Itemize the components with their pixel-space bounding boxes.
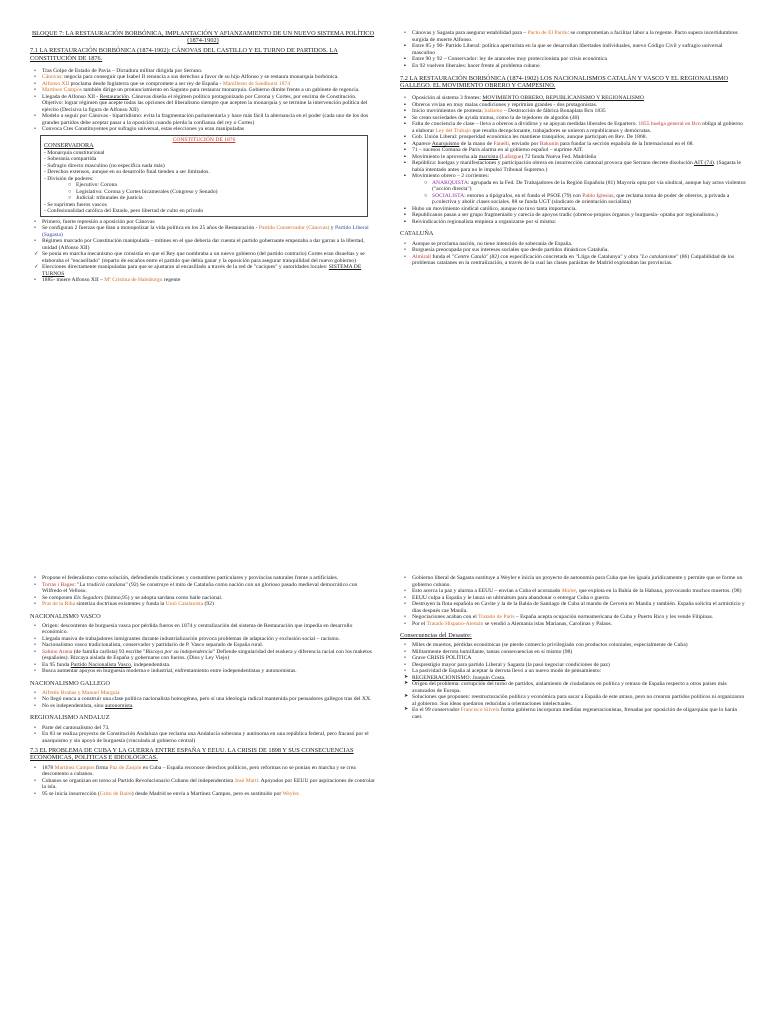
- list-item: • Desprestigio mayor para partido Liberal y Sagasta (la pasó negociar condiciones de paz): [412, 662, 746, 669]
- list-item: • Propone el federalismo como solución, defendiendo tradiciones y costumbres particulares y provincias naturales frente a artificiales.: [42, 575, 376, 582]
- list-item: ○ ANARQUISTA: agrupada en la Fed. De Trabajadores de la Región Española (81) Mayoría opta por via sindical, aunque hay actos violentos ("acción directa"): [432, 180, 746, 193]
- list-item: • Negociaciones acaban con el Tratado de París – España acepta ocupación norteamericana de Cuba y Puerto Rico y les vende Filipinas.: [412, 614, 746, 621]
- list-item: ▪ Inicio movimientos de protesta: ludismo – Destrucción de fábrica Bonaplata Bcn 1835: [412, 108, 746, 115]
- list-item: • La pasividad de España al aceptar la derrota llevó a un nuevo modo de pensamiento:: [412, 668, 746, 675]
- list-item: • En 83 se realiza proyecto de Constitución Andaluza que reclama una Andalucía soberana y autónoma en una república federal, pero fracasó por el anarquismo y sin apoyo de burguesía (vinculada al gobierno central): [42, 731, 376, 744]
- list-item: • Llegada de Alfonso XII - Restauración. Cánovas diseña el régimen político protagonizado por Corona y Cortes, por encima de Constitución. Objetivo: lograr régimen que acepte todas las opciones del liberalismo siempre que acepten la monarquía y se termine la intervención política del ejército (Decisiva la figura de Alfonso XII): [42, 94, 376, 114]
- list-item: ▪ Falta de conciencia de clase – lleva a obreros a dividirse y se apoyan medidas liberales de Espartero. 1855 huelga general en Bcn obliga al gobierno a elaborar Ley del Trabajo que resulta decepcionante, trabajadores se unieron a republicanos y demócratas.: [412, 121, 746, 134]
- list-item: • Convoca Ctes Constituyentes por sufragio universal, estas elecciones ya eran manipuladas: [42, 126, 376, 133]
- list-item: • Gobierno liberal de Sagasta sustituye a Weyler e inicia un proyecto de autonomía para Cuba que les iguala jurídicamente y permite que se forme un gobierno cubano.: [412, 575, 746, 588]
- list-item: • Se configuran 2 fuerzas que iban a monopolizar la vida política en los 25 años de Restauración - Partido Conservador (Cánovas) y Partido Liberal (Sagasta): [42, 225, 376, 238]
- list-item: • Llegada masiva de trabajadores inmigrantes durante industrialización provoca problemas de adaptación y exclusión social – racismo.: [42, 636, 376, 643]
- constitution-subitem: ○ Judicial: tribunales de justicia: [76, 195, 364, 202]
- list-item: • 95 se inicia insurrección (Grito de Baire) desde Madrid se envía a Martínez Campos, pero es sustituido por Weyler.: [42, 791, 376, 798]
- constitution-box: [40, 135, 368, 217]
- list-item: • Busca aumentar apoyos en burguesía moderna e industrial, enfrentamiento entre independentistas y autonomistas.: [42, 668, 376, 675]
- constitution-line: - Soberanía compartida: [44, 156, 97, 163]
- list-item: • Sabino Arana (de familia carlista) 93 escribe "Bizcaya por su independencia" Defiende singularidad del euskera y diferencia racial con los maketos (españoles). Bizcaya aislada de España y gobernarse con fueros. (Dios y Ley Viejo): [42, 649, 376, 662]
- list-item: ✓ Elecciones directamente manipuladas para que se ajustaran al encasillado a través de la red de "caciques" y autoridades locales: SISTEMA DE TURNOS: [42, 264, 376, 277]
- list-item: ▪ 71 – sucesos Comuna de París alarma en al gobierno español – suprime AIT.: [412, 147, 746, 154]
- list-item: • No llegó nunca a construir una clase política nacionalista homogénea, pero sí una ideología radical mantenida por pensadores gallegos tras del XX.: [42, 696, 376, 703]
- column-top-left: [30, 30, 376, 284]
- list-item: ➤ Origen del problema: corrupción del turno de partidos, aislamiento de ciudadanos en política y retraso de España respecto a otros países más avanzados de Europa.: [412, 681, 746, 694]
- catalonia-heading: CATALUÑA: [400, 230, 434, 238]
- list-item: • Militarmente derrota humillante, tantas consecuencias en sí mismo (98): [412, 649, 746, 656]
- block-title: BLOQUE 7: LA RESTAURACIÓN BORBÓNICA, IMPLANTACIÓN Y AFIANZAMIENTO DE UN NUEVO SISTEMA POLÍTICO (1874-1902): [31, 30, 375, 45]
- list-item: ▪ En 92 vuelven liberales: hacer frente al problema cubano: [412, 63, 746, 70]
- constitution-box-subtitle: CONSERVADORA: [44, 142, 94, 150]
- constitution-line: - Confesionalidad católica del Estado, pero libertad de culto en privado: [44, 208, 204, 215]
- constitution-subitem: ○ Legislativo: Corona y Cortes bicamerales (Congreso y Senado): [76, 189, 364, 196]
- column-top-right: [400, 30, 746, 267]
- list-item: • Régimen marcado por Constitución manipulada – mítines en el que debería dar cuenta el partido gobernante empezaba a dar garras a la libertad, unidad (Alfonso XII): [42, 238, 376, 251]
- list-item: ▪ Se crean sociedades de ayuda mutua, como la de tejedores de algodón (40): [412, 115, 746, 122]
- list-item: ▪ República: huelgas y manifestaciones y participación obrera en insurrección cantonal provoca que Serrano decrete disolución AIT (74). (Sagasta le había intentado antes para no le impulsó Tribunal Supremo.): [412, 160, 746, 173]
- list-item: ▪ Gob. Unión Liberal: prosperidad económica les mantiene tranquilos, aunque participan en Rev. De 1868.: [412, 134, 746, 141]
- list-item: ▪ Entre 90 y 92 – Conservador: ley de aranceles muy proteccionista por crisis económica: [412, 56, 746, 63]
- list-item: • Martínez Campos también dirige un pronunciamiento en Sagunto para restaurar monarquía. Gobierno dimite frente a un gabinete de regencia.: [42, 87, 376, 94]
- list-item: ▪ Republicanos pasan a ser grupo fragmentado y carecía de apoyos tradic (obreros-propios órganos y burguesía- optaba por regionalismo.): [412, 212, 746, 219]
- constitution-subitem: ○ Ejecutivo: Corona: [76, 182, 364, 189]
- list-item: ➤ En el 99 conservador Francisco Silvela forma gobierno incorporan medidas regeneracionistas, frenadas por oposición de oligarquías que lo harán caer.: [412, 707, 746, 720]
- list-item: • Cánovas y Sagasta para asegurar estabilidad para – Pacto de El Pardo: se comprometían a facilitar labor a la regente. Pacto supera incertidumbres surgida de muerte Alfonso.: [412, 30, 746, 43]
- consequences-heading: Consecuencias del Desastre:: [400, 632, 472, 639]
- list-item: ✓ Se ponía en marcha mecanismo que consistía en que el Rey que nombraba a un nuevo gobierno (del partido contrario) Cortes eran disueltas y se elaboraba el "encasillado" (reparto de escaños entre el partido que debía ganar y la oposición para asegurar tranquilidad del nuevo gobierno): [42, 251, 376, 264]
- list-item: ▪ Obreros vivían en muy malas condiciones y reprimían grandes - dos protagonistas.: [412, 102, 746, 109]
- constitution-line: - División de poderes:: [44, 175, 94, 182]
- list-item: • Origen: descontento de burguesía vasca por pérdida fueros en 1874 y centralización del sistema de Restauración que impedía en desarrollo económico.: [42, 623, 376, 636]
- list-item: • Burguesía preocupada por sus intereses sociales que desde partidos dinásticos Cataluña.: [412, 247, 746, 254]
- list-item: • Por el Tratado Hispano-Alemán se vendió a Alemania islas Marianas, Carolinas y Palaos.: [412, 621, 746, 628]
- list-item: ○ SOCIALISTA: entorno a tipógrafos, en el fundo el PSOE (79) con Pablo Iglesias, que reclama toma de poder de obreros, p.privada a p.colectiva y abolir clases sociales. 88 se funda UGT (sindicato de orientación socialista): [432, 193, 746, 206]
- column-bottom-right: [400, 575, 746, 720]
- list-item: • Primero, fuerte represión a oposición por Cánovas: [42, 219, 376, 226]
- list-item: • En 95 funda Partido Nacionalista Vasco, independentista.: [42, 662, 376, 669]
- section-7-3-title: 7.3 EL PROBLEMA DE CUBA Y LA GUERRA ENTRE ESPAÑA Y EEUU. LA CRISIS DE 1898 Y SUS CONSECUENCIAS ECONÓMICAS, POLÍTICAS E IDEOLÓGICAS.: [30, 747, 354, 762]
- list-item: ▪ Movimiento le aprovecha ala marxista (Lafargue) 72 funda Nueva Fed. Madrileña: [412, 154, 746, 161]
- list-item: • 1878 Martínez Campos firma Paz de Zanjón en Cuba – España reconoce derechos políticos, pero reformas no se ponían en marcha y se crea descontento a cubanos.: [42, 765, 376, 778]
- list-item: • Cubanos se organizan en torno al Partido Revolucionario Cubano del independentista José Martí. Apoyados por EEUU por aspiraciones de controlar la isla.: [42, 778, 376, 791]
- list-item: • Se componen Els Segadors (himno,95) y se adopta sardana como baile nacional.: [42, 595, 376, 602]
- list-item: ➤ Soluciones que proponen: reestructuración política y económica para sacar a España de este atraso, pero no crearon partidos políticos ni organizaron al gobierno. Sus ideas quedaron reducidas a orientaciones intelectuales.: [412, 694, 746, 707]
- list-item: • Destruyen la flota española en Cavite y la de la Bahía de Santiago de Cuba al mando de Cervera en Manila y también. España solicita el armisticio y días después cae Manila.: [412, 601, 746, 614]
- list-item: • Esto acerca la paz y alarma a EEUU – envían a Cuba el acorazado Maine, que explota en la Bahía de la Habana, provocando muchos muertos. (98): [412, 588, 746, 595]
- list-item: • Grave CRISIS POLÍTICA: [412, 655, 746, 662]
- list-item: • No es independentista, sino autonomista.: [42, 703, 376, 710]
- list-item: • Alfonso XII proclama desde Inglaterra que se compromete a ser rey de España - Manifiesto de Sandhurst 1874: [42, 81, 376, 88]
- section-7-2-title: 7.2 LA RESTAURACIÓN BORBÓNICA (1874-1902) LOS NACIONALISMOS CATALÁN Y VASCO Y EL REGIONALISMO GALLEGO. EL MOVIMIENTO OBRERO Y CAMPESINO.: [400, 75, 729, 90]
- list-item: • Alfredo Brañas y Manuel Murguía: [42, 690, 376, 697]
- list-item: • Almirall funda el "Centre Català" (82) con especificación concretada en "Lliga de Catalunya" y obra "Lo catalanisme" (86) Culpabilidad de los problemas catalanes en la centralización, a través de la cual las clases parásitas de Madrid explotaban las provincias.: [412, 254, 746, 267]
- list-item: • Tras Golpe de Estado de Pavía – Dictadura militar dirigida por Serrano.: [42, 68, 376, 75]
- constitution-line: - Monarquía constitucional: [44, 149, 105, 156]
- section-7-1-title: 7.1 LA RESTAURACIÓN BORBÓNICA (1874-1902): CÁNOVAS DEL CASTILLO Y EL TURNO DE PARTIDOS. LA CONSTITUCIÓN DE 1876.: [30, 47, 338, 62]
- list-item: • Prat de la Riba sintetiza doctrinas existentes y funda la Unió Catalanista (92): [42, 601, 376, 608]
- list-item: ➤ REGENERACIONISMO: Joaquín Costa.: [412, 675, 746, 682]
- list-item: • Modelo a seguir por Cánovas - bipartidismo: evita la fragmentación parlamentaria y hace más fácil la alternancia en el poder (cada uno de los dos grandes partidos debe aceptar pasar a la oposición cuando pierda la confianza del rey o Cortes): [42, 113, 376, 126]
- list-item: • Cánovas: negocia para conseguir que Isabel II renuncia a sus derechos a favor de su hijo Alfonso y se restaura monarquía borbónica.: [42, 74, 376, 81]
- andalusian-heading: REGIONALISMO ANDALUZ: [30, 714, 110, 722]
- list-item: • Miles de muertos, pérdidas económicas (se pierde comercio privilegiado con productos coloniales, especialmente de Cuba): [412, 642, 746, 649]
- list-item: ▪ Entre 85 y 90- Partido Liberal: política aperturista en la que se desarrollan libertades individuales, nuevo Código Civil y sufragio universal masculino: [412, 43, 746, 56]
- list-item: • EEUU culpa a España y le lanza un ultimátum para abandonar o entregar Cuba o guerra.: [412, 595, 746, 602]
- list-item: • Torras i Bages: "La tradició catalana" (92) Se construye el mito de Cataluña como nación con un glorioso pasado medieval democrático con Wilfredo el Velloso.: [42, 582, 376, 595]
- list-item: ▪ Hubo un movimiento sindical católico, aunque no tuvo tanta importancia.: [412, 206, 746, 213]
- list-item: • Nacionalismo vasco tradicionalista, conservador y partidario de P. Vasco separado de España rural.: [42, 642, 376, 649]
- list-item: • Parte del cantonalismo del 73.: [42, 725, 376, 732]
- list-item: ▪ Reivindicación regionalista empieza a organizarse por sí misma:: [412, 219, 746, 226]
- constitution-line: - Se suprimen fueros vascos: [44, 201, 107, 208]
- constitution-line: - Sufragio directo masculino (no especifica nada más): [44, 162, 165, 169]
- basque-heading: NACIONALISMO VASCO: [30, 612, 101, 620]
- galician-heading: NACIONALISMO GALLEGO: [30, 679, 110, 687]
- list-item: • Oposición al sistema 3 frentes: MOVIMIENTO OBRERO, REPUBLICANISMO Y REGIONALISMO: [412, 95, 746, 102]
- list-item: ▪ Movimiento obrero – 2 corrientes:: [412, 173, 746, 180]
- list-item: ▪ Aparece Anarquismo de la mano de Fanelli, enviado por Bakunin para fundar la sección española de la Internacional en el 68.: [412, 141, 746, 148]
- constitution-line: - Derechos extensos, aunque en su desarrollo final tienden a ser limitados.: [44, 169, 210, 176]
- constitution-box-title: CONSTITUCIÓN DE 1876: [172, 136, 236, 143]
- list-item: • Aunque se proclama nación, no tiene intención de soberanía de España.: [412, 241, 746, 248]
- list-item: • 1885- muere Alfonso XII – Mª Cristina de Habsburgo regente: [42, 277, 376, 284]
- column-bottom-left: [30, 575, 376, 797]
